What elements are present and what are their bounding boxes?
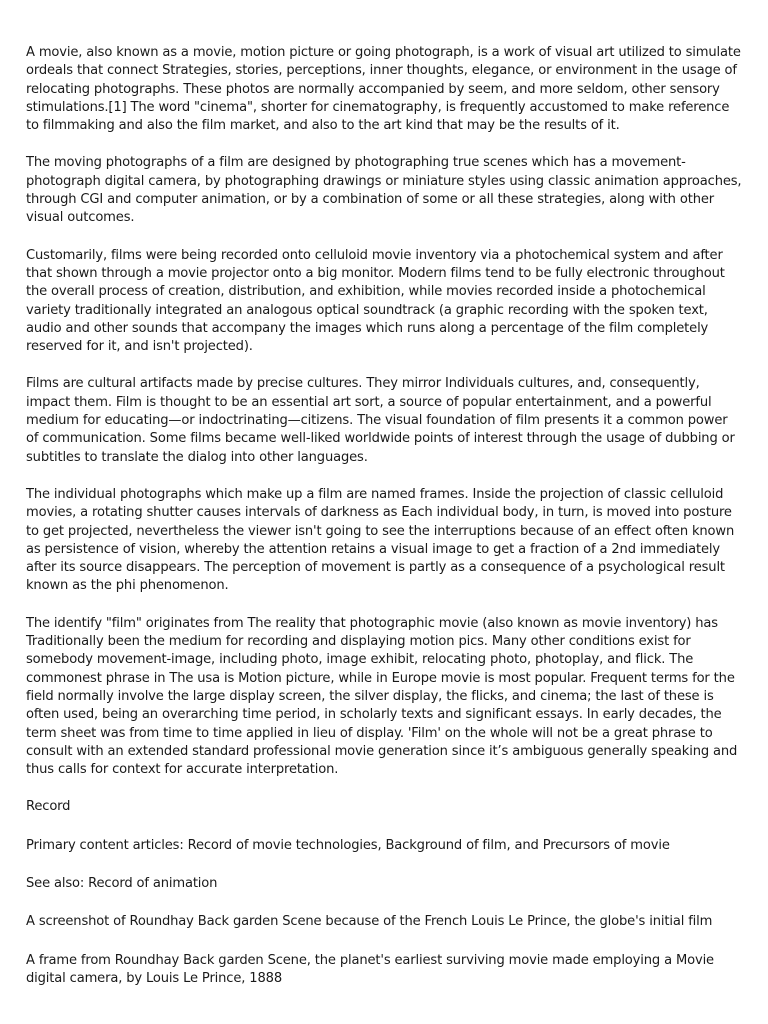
document-body xyxy=(26,44,742,1007)
paragraph-frames: The individual photographs which make up a film are named frames. Inside the projection of classic celluloid movies, a rotating shutter causes intervals of darkness as Each individual body, in turn, is moved into posture to get projected, nevertheless the viewer isn't going to see the interruptions because of an effect often known as persistence of vision, whereby the attention retains a visual image to get a fraction of a 2nd immediately after its source disappears. The perception of movement is partly as a consequence of a psychological result known as the phi phenomenon. xyxy=(26,486,735,594)
section-heading-record: Record xyxy=(26,799,71,815)
paragraph-moving-photographs: The moving photographs of a film are designed by photographing true scenes which has a movement-photograph digital camera, by photographing drawings or miniature styles using classic animation approaches, through CGI and computer animation, or by a combination of some or all these strategies, along with other visual outcomes. xyxy=(26,155,742,226)
paragraph-cultural-artifacts: Films are cultural artifacts made by precise cultures. They mirror Individuals cultures, and, consequently, impact them. Film is thought to be an essential art sort, a source of popular entertainment, and a powerful medium for educating—or indoctrinating—citizens. The visual foundation of film presents it a common power of communication. Some films became well-liked worldwide points of interest through the usage of dubbing or subtitles to translate the dialog into other languages. xyxy=(26,376,735,465)
image-caption-frame: A frame from Roundhay Back garden Scene, the planet's earliest surviving movie made employing a Movie digital camera, by Louis Le Prince, 1888 xyxy=(26,952,714,986)
main-articles-note: Primary content articles: Record of movie technologies, Background of film, and Precursors of movie xyxy=(26,837,670,853)
image-caption-screenshot: A screenshot of Roundhay Back garden Scene because of the French Louis Le Prince, the globe's initial film xyxy=(26,914,713,930)
paragraph-celluloid: Customarily, films were being recorded onto celluloid movie inventory via a photochemical system and after that shown through a movie projector onto a big monitor. Modern films tend to be fully electronic throughout the overall process of creation, distribution, and exhibition, while movies recorded inside a photochemical variety traditionally integrated an analogous optical soundtrack (a graphic recording with the spoken text, audio and other sounds that accompany the images which runs along a percentage of the film completely reserved for it, and isn't projected). xyxy=(26,247,725,355)
paragraph-film-name: The identify "film" originates from The reality that photographic movie (also known as movie inventory) has Traditionally been the medium for recording and displaying motion pics. Many other conditions exist for somebody movement-image, including photo, image exhibit, relocating photo, photoplay, and flick. The commonest phrase in The usa is Motion picture, while in Europe movie is most popular. Frequent terms for the field normally involve the large display screen, the silver display, the flicks, and cinema; the last of these is often used, being an overarching time period, in scholarly texts and significant essays. In early decades, the term sheet was from time to time applied in lieu of display. 'Film' on the whole will not be a great phrase to consult with an extended standard professional movie generation since it’s ambiguous generally speaking and thus calls for context for accurate interpretation. xyxy=(26,615,738,778)
paragraph-intro: A movie, also known as a movie, motion picture or going photograph, is a work of visual art utilized to simulate ordeals that connect Strategies, stories, perceptions, inner thoughts, elegance, or environment in the usage of relocating photographs. These photos are normally accompanied by seem, and more seldom, other sensory stimulations.[1] The word "cinema", shorter for cinematography, is frequently accustomed to make reference to filmmaking and also the film market, and also to the art kind that may be the results of it. xyxy=(26,45,741,134)
see-also-note: See also: Record of animation xyxy=(26,875,218,891)
